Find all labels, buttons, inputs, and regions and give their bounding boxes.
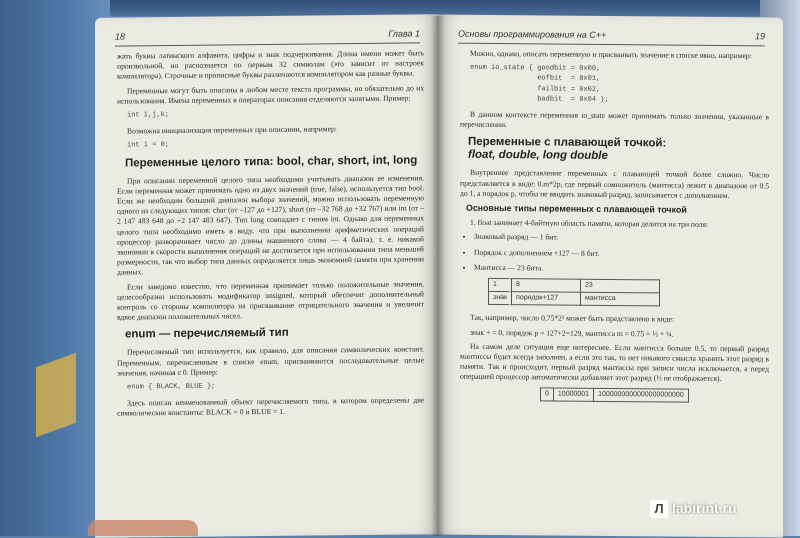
table-cell: 1000000000000000000000 [594, 388, 689, 402]
paragraph: Перечисляемый тип используется, как правило, для описания символических констант. Переменным, перечисленным в списке enum, присваиваются последовательные целые значения, начиная с 0. Пример: [117, 344, 424, 378]
open-book [95, 10, 785, 536]
table-cell: мантисса [581, 292, 660, 306]
bullet-list [460, 232, 769, 275]
paragraph: жать буквы латинского алфавита, цифры и знак подчеркивания. Длина имени может быть произвольной, но распознается по первым 32 символам (это зависит от настроек компилятора). Строчные и прописные буквы различаются компилятором как разные буквы. [117, 48, 424, 81]
paragraph: Внутреннее представление переменных с плавающей точкой более сложно. Число представляется в виде: 0.m*2p, где первый сомножитель (мантисса) лежит в диапазоне от 0.5 до 1, а порядок p, чтобы не вводить знаковый разряд, записывается с дополнением. [460, 168, 769, 200]
paragraph: Возможна инициализация переменных при описании, например: [127, 124, 337, 136]
paragraph: В данном контексте переменная io_state может принимать только значения, указанные в перечислении. [460, 109, 769, 130]
finger [88, 520, 198, 536]
table-cell: 23 [581, 279, 660, 293]
left-page-number: 18 [115, 31, 126, 42]
right-page-content [460, 49, 769, 412]
paragraph: 1. float занимает 4-байтную область памяти, которая делится на три поля: [470, 218, 709, 230]
list-item: • Порядок с дополнением +127 — 8 бит. [474, 247, 769, 260]
table-row [541, 388, 689, 402]
table-cell: 1 [489, 278, 512, 291]
code-sample: int i = 0; [127, 141, 170, 150]
table-cell: порядок+127 [512, 292, 581, 306]
float-layout-table [488, 278, 660, 307]
code-sample: int i,j,k; [127, 111, 170, 120]
watermark-text: labirint.ru [672, 500, 737, 516]
paragraph: Так, например, число 0,75*2² может быть представлено в виде: [470, 313, 674, 325]
paragraph: При описании переменной целого типа необходимо учитывать диапазон ее изменения. Если переменная может принимать одно из двух значений (true, false), используется тип bool. Если же необходим больший диапазон выбора значений, можно использовать переменную одного из следующих типов: char (от –127 до +127), short (от –32 768 до +32 767) или int (от –2 147 483 648 до +2 147 483 647). Тип long совпадает с типом int. Однако для переменных целого типа необходимо иметь в виду, что при выполнении арифметических операций процессор разворачивает число до длины машинного слова — 4 байта), т. е. никакой экономии в скорости выполнения операций не достигается при использовании типа меньшей размерности, так что выбор типа данных определяется лишь экономией памяти при хранении данных. [117, 172, 424, 278]
heading-text: Переменные с плавающей точкой: [468, 136, 667, 150]
paragraph: Можно, однако, описать переменную и присваивать значение в списке явно, например: [470, 48, 752, 61]
bits-table [540, 387, 689, 403]
watermark [650, 500, 790, 522]
table-cell: знак [489, 292, 512, 305]
left-page-content [117, 48, 424, 423]
chapter-title: Глава 1 [388, 28, 420, 39]
heading-types: float, double, long double [468, 149, 608, 163]
watermark-logo-icon: Л [650, 500, 668, 518]
paragraph: Переменные могут быть описаны в любом месте текста программы, но обязательно до их использования. Имена переменных в операторах описания отделяются запятыми. Пример: [117, 82, 424, 106]
paragraph: Здесь описан неименованный объект перечисляемого типа, в котором определены две символические константы: BLACK = 0 и BLUE = 1. [117, 395, 424, 419]
section-heading-float [468, 136, 769, 165]
running-title: Основы программирования на C++ [458, 28, 607, 40]
table-cell: 10000001 [553, 388, 593, 402]
paragraph: Если заведомо известно, что переменная принимает только положительные значения, целесообразно использовать модификатор unsigned, который обеспечит дополнительный контроль со стороны компилятора на присваивание отрицательного значения и увеличит вдвое диапазон положительных чисел. [117, 279, 424, 322]
background-stripe [36, 353, 76, 438]
table-row [489, 292, 660, 307]
left-page-header [115, 28, 420, 46]
subsection-heading: Основные типы переменных с плавающей точкой [466, 202, 687, 215]
right-page-number: 19 [754, 31, 765, 42]
section-heading-enum: enum — перечисляемый тип [125, 327, 289, 341]
table-cell: 0 [541, 388, 554, 401]
code-sample: enum { BLACK, BLUE }; [127, 382, 216, 392]
left-page [95, 14, 438, 538]
list-item: • Знаковый разряд — 1 бит. [474, 232, 769, 245]
book-gutter [431, 16, 445, 536]
right-page-header [458, 29, 765, 47]
list-item: • Мантисса — 23 бита. [474, 263, 769, 276]
paragraph: знак + = 0, порядок p = 127+2=129, мантисса m = 0.75 = ½ + ¼. [470, 327, 674, 339]
code-sample: enum io_state { goodbit = 0x00, eofbit = 0x01, failbit = 0x02, badbit = 0x04 }; [470, 63, 609, 104]
section-heading-int: Переменные целого типа: bool, char, short, int, long [125, 154, 418, 170]
right-page [438, 14, 783, 537]
background-left [0, 0, 110, 536]
paragraph: На самом деле ситуация еще интереснее. Если мантисса больше 0.5, то первый разряд мантиссы будет всегда заполнен, а если это так, то нет никакого смысла хранить этот разряд в памяти. Так и происходит, первый разряд мантиссы при записи числа исключается, а перед операцией процессор автоматически добавляет этот разряд (½ не отображается). [460, 341, 769, 384]
table-cell: 8 [512, 279, 581, 293]
